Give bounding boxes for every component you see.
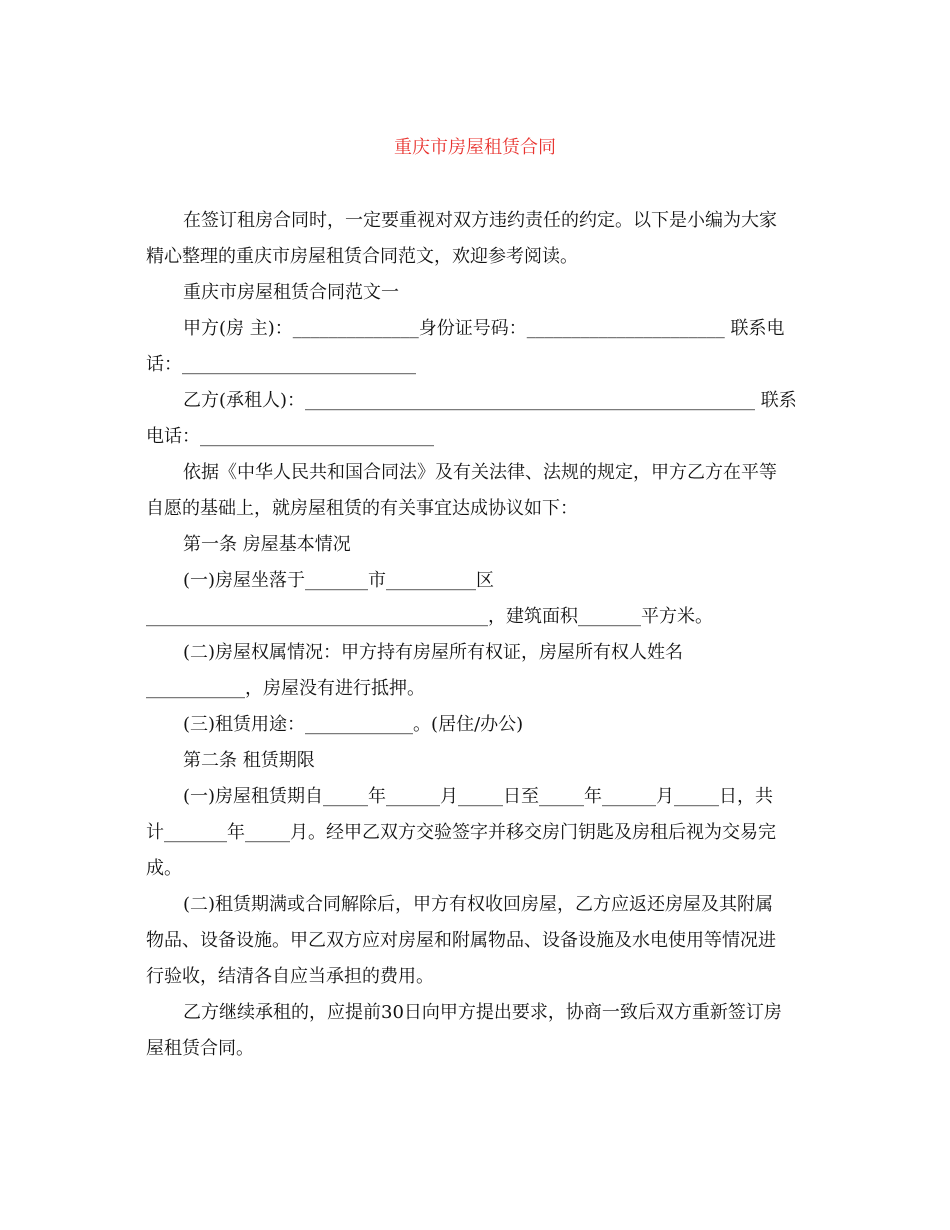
legal-basis-line-2: 自愿的基础上，就房屋租赁的有关事宜达成协议如下： [146, 498, 578, 519]
article-2-item-2-line-2: 物品、设备设施。甲乙双方应对房屋和附属物品、设备设施及水电使用等情况进 [146, 930, 776, 951]
article-1-heading: 第一条 房屋基本情况 [183, 534, 351, 555]
article-1-item-2-line-1: (二)房屋权属情况：甲方持有房屋所有权证，房屋所有权人姓名 [183, 642, 684, 663]
paragraph-intro-line-1: 在签订租房合同时，一定要重视对双方违约责任的约定。以下是小编为大家 [183, 210, 777, 231]
renewal-line-1: 乙方继续承租的，应提前30日向甲方提出要求，协商一致后双方重新签订房 [183, 1002, 782, 1023]
paragraph-intro-line-2: 精心整理的重庆市房屋租赁合同范文，欢迎参考阅读。 [146, 246, 578, 267]
document-body [146, 203, 808, 1067]
article-1-item-1-line-1: (一)房屋坐落于_______市__________区 [183, 570, 495, 591]
article-2-item-2-line-3: 行验收，结清各自应当承担的费用。 [146, 966, 434, 987]
section-heading-sample-1: 重庆市房屋租赁合同范文一 [183, 282, 399, 303]
article-1-item-3: (三)租赁用途：____________。(居住/办公) [183, 714, 524, 735]
party-b-line-2: 电话：__________________________ [146, 426, 434, 447]
legal-basis-line-1: 依据《中华人民共和国合同法》及有关法律、法规的规定，甲方乙方在平等 [183, 462, 777, 483]
article-2-heading: 第二条 租赁期限 [183, 750, 315, 771]
article-2-item-1-line-2: 计_______年_____月。经甲乙双方交验签字并移交房门钥匙及房租后视为交易完 [146, 822, 776, 843]
party-a-line-2: 话：__________________________ [146, 354, 416, 375]
article-1-item-1-line-2: ______________________________________，建筑面积_______平方米。 [146, 606, 713, 627]
document-title: 重庆市房屋租赁合同 [394, 137, 556, 158]
article-1-item-2-line-2: ___________，房屋没有进行抵押。 [146, 678, 425, 699]
article-2-item-1-line-1: (一)房屋租赁期自_____年______月_____日至_____年______月_____日，共 [183, 786, 774, 807]
renewal-line-2: 屋租赁合同。 [146, 1038, 254, 1059]
article-2-item-2-line-1: (二)租赁期满或合同解除后，甲方有权收回房屋，乙方应返还房屋及其附属 [183, 894, 774, 915]
party-a-line-1: 甲方(房 主)：______________身份证号码：______________________ 联系电 [183, 318, 785, 339]
article-2-item-1-line-3: 成。 [146, 858, 182, 879]
party-b-line-1: 乙方(承租人)：__________________________________________________ 联系 [183, 390, 797, 411]
